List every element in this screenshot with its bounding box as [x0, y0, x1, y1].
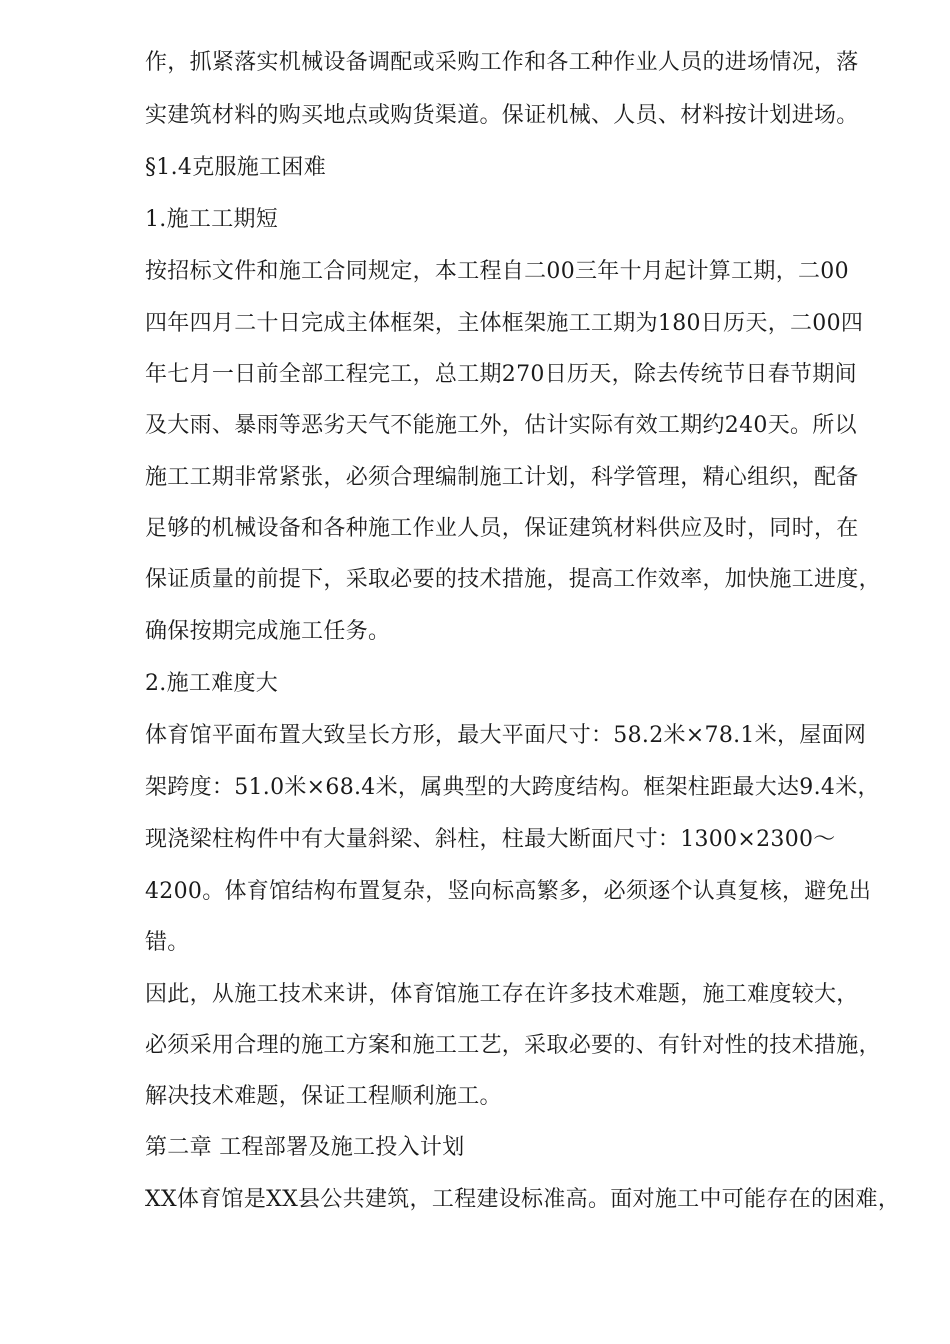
text-line: 足够的机械设备和各种施工作业人员，保证建筑材料供应及时，同时，在: [145, 516, 859, 541]
text-line: 现浇梁柱构件中有大量斜梁、斜柱，柱最大断面尺寸：1300×2300～: [145, 827, 836, 852]
section-heading: §1.4克服施工困难: [145, 155, 326, 180]
text-line: 实建筑材料的购买地点或购货渠道。保证机械、人员、材料按计划进场。: [145, 103, 859, 128]
text-line: 四年四月二十日完成主体框架，主体框架施工工期为180日历天，二00四: [145, 311, 864, 336]
text-line: 因此，从施工技术来讲，体育馆施工存在许多技术难题，施工难度较大，: [145, 982, 859, 1007]
text-line: 解决技术难题，保证工程顺利施工。: [145, 1084, 502, 1109]
text-line: 按招标文件和施工合同规定，本工程自二00三年十月起计算工期，二00: [145, 259, 849, 284]
text-line: 年七月一日前全部工程完工，总工期270日历天，除去传统节日春节期间: [145, 362, 857, 387]
text-line: 体育馆平面布置大致呈长方形，最大平面尺寸：58.2米×78.1米，屋面网: [145, 723, 867, 748]
text-line: 必须采用合理的施工方案和施工工艺，采取必要的、有针对性的技术措施，: [145, 1033, 881, 1058]
text-line: 保证质量的前提下，采取必要的技术措施，提高工作效率，加快施工进度，: [145, 567, 881, 592]
text-line: 及大雨、暴雨等恶劣天气不能施工外，估计实际有效工期约240天。所以: [145, 413, 857, 438]
text-line: 4200。体育馆结构布置复杂，竖向标高繁多，必须逐个认真复核，避免出: [145, 879, 872, 904]
text-line: 作，抓紧落实机械设备调配或采购工作和各工种作业人员的进场情况，落: [145, 50, 859, 75]
chapter-heading: 第二章 工程部署及施工投入计划: [145, 1135, 465, 1160]
text-line: XX体育馆是XX县公共建筑，工程建设标准高。面对施工中可能存在的困难，: [145, 1187, 901, 1212]
subsection-heading: 2.施工难度大: [145, 671, 279, 696]
text-line: 错。: [145, 930, 190, 955]
text-line: 架跨度：51.0米×68.4米，属典型的大跨度结构。框架柱距最大达9.4米，: [145, 775, 880, 800]
text-line: 确保按期完成施工任务。: [145, 619, 391, 644]
text-line: 施工工期非常紧张，必须合理编制施工计划，科学管理，精心组织，配备: [145, 465, 859, 490]
subsection-heading: 1.施工工期短: [145, 207, 279, 232]
